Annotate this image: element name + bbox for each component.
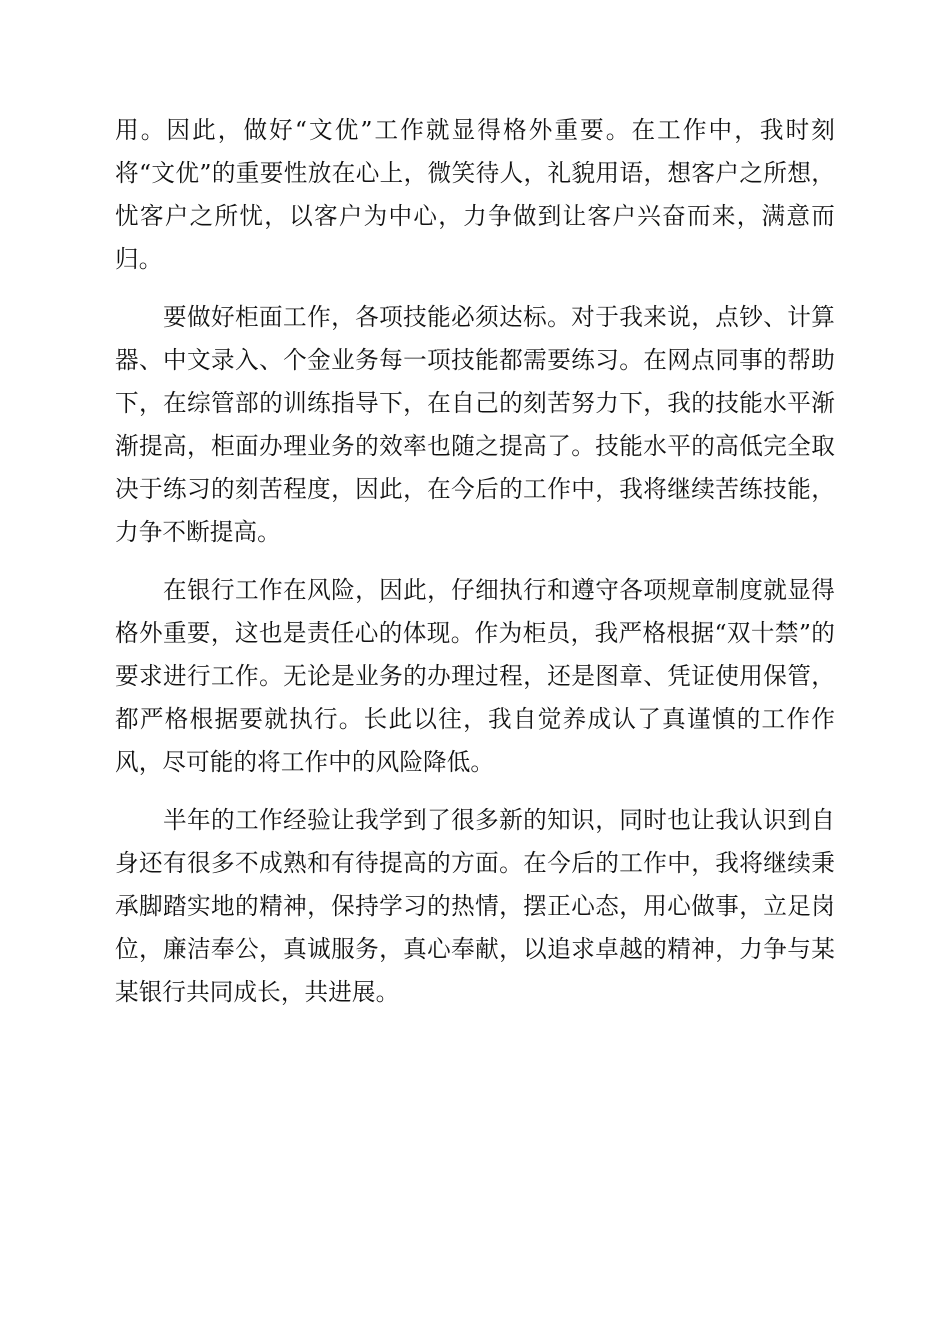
paragraph-2: 要做好柜面工作，各项技能必须达标。对于我来说，点钞、计算器、中文录入、个金业务每一项技能都需要练习。在网点同事的帮助下，在综管部的训练指导下，在自己的刻苦努力下，我的技能水平渐渐提高，柜面办理业务的效率也随之提高了。技能水平的高低完全取决于练习的刻苦程度，因此，在今后的工作中，我将继续苦练技能，力争不断提高。	[115, 303, 835, 546]
paragraph-4: 半年的工作经验让我学到了很多新的知识，同时也让我认识到自身还有很多不成熟和有待提高的方面。在今后的工作中，我将继续秉承脚踏实地的精神，保持学习的热情，摆正心态，用心做事，立足岗位，廉洁奉公，真诚服务，真心奉献，以追求卓越的精神，力争与某某银行共同成长，共进展。	[115, 806, 835, 1006]
paragraph-3: 在银行工作在风险，因此，仔细执行和遵守各项规章制度就显得格外重要，这也是责任心的体现。作为柜员，我严格根据“双十禁”的要求进行工作。无论是业务的办理过程，还是图章、凭证使用保管，都严格根据要就执行。长此以往，我自觉养成认了真谨慎的工作作风，尽可能的将工作中的风险降低。	[115, 576, 835, 776]
paragraph-1: 用。因此，做好“文优”工作就显得格外重要。在工作中，我时刻将“文优”的重要性放在心上，微笑待人，礼貌用语，想客户之所想，忧客户之所忧，以客户为中心，力争做到让客户兴奋而来，满意而归。	[115, 116, 835, 273]
document-body	[115, 109, 835, 1029]
